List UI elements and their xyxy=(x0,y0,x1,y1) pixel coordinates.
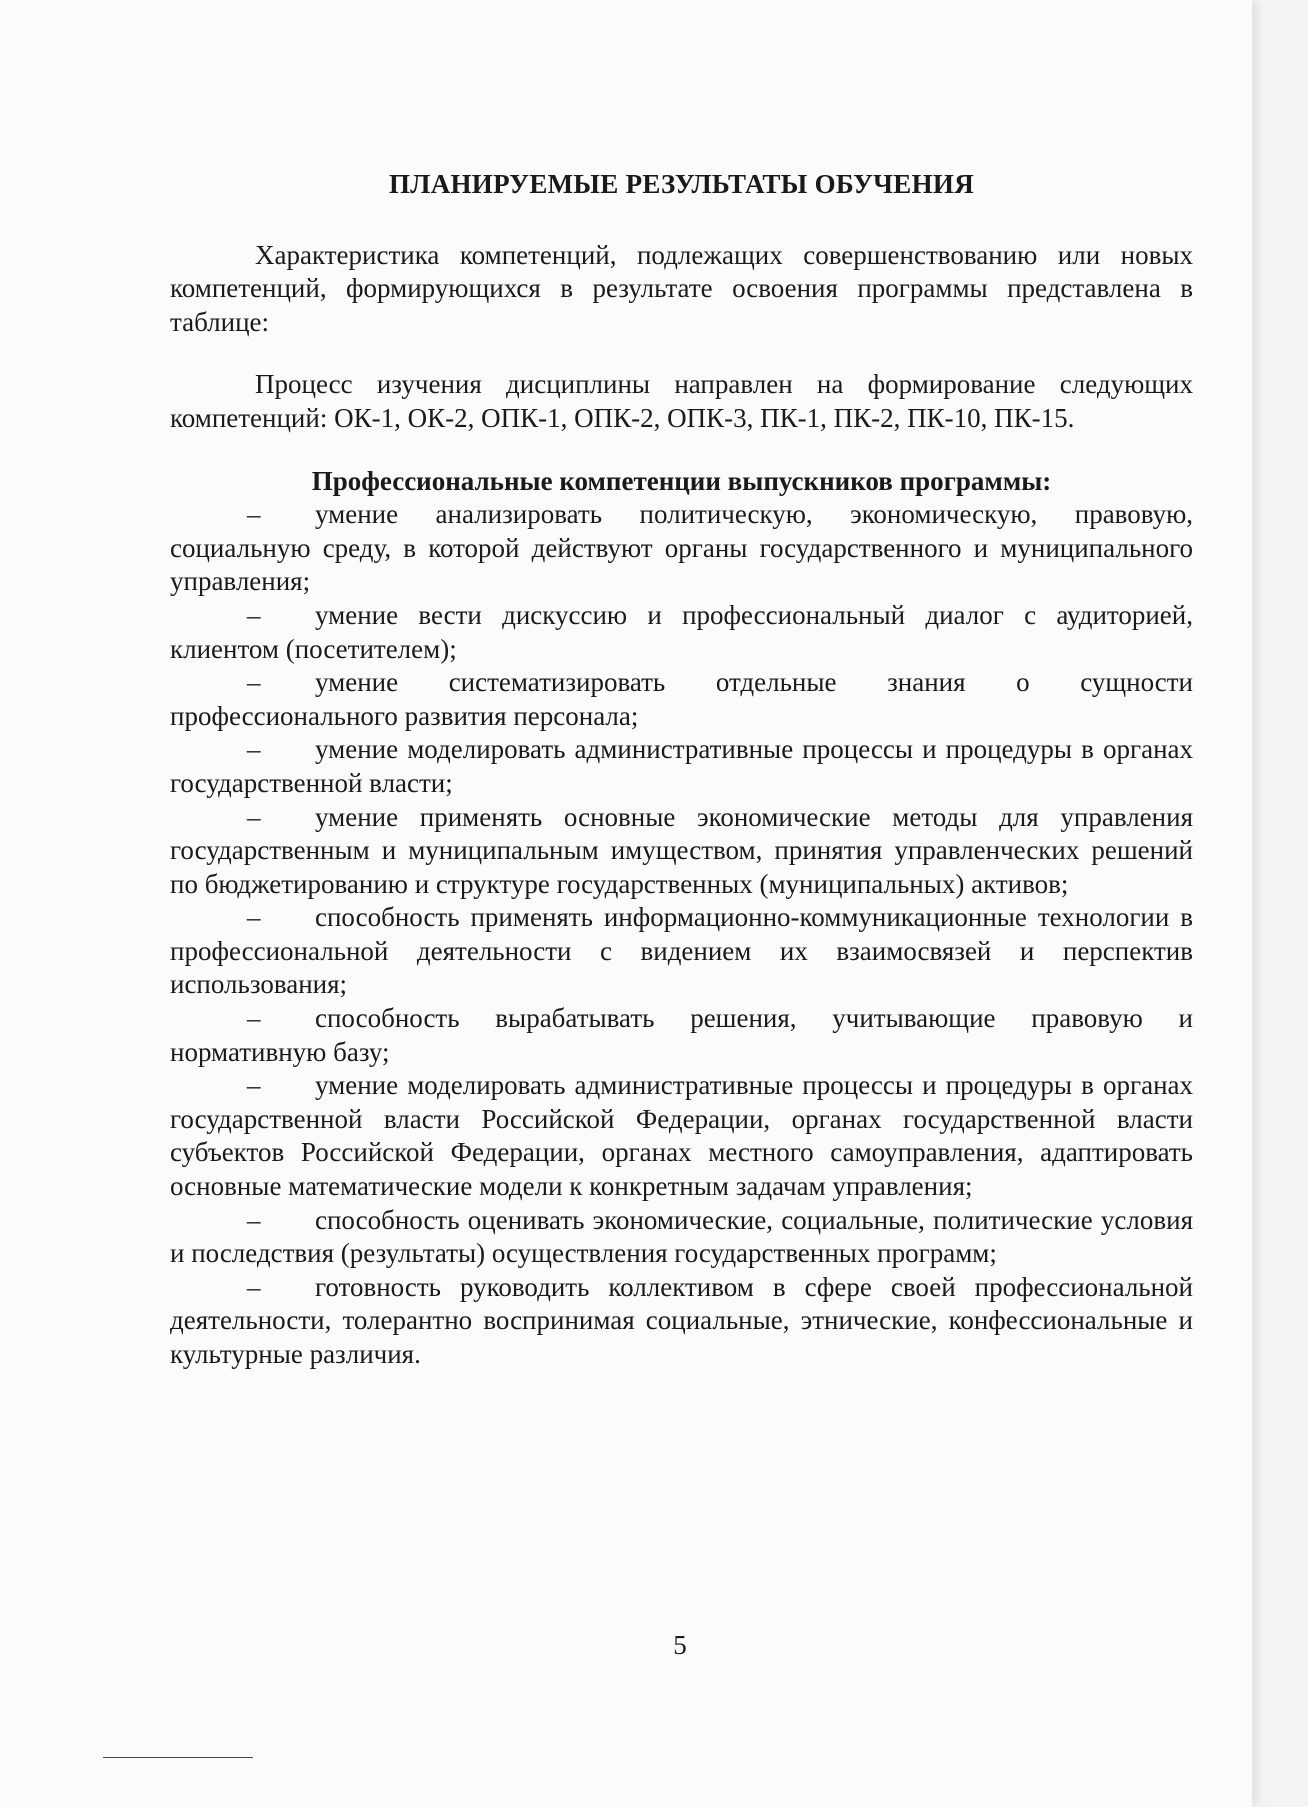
dash-bullet: – xyxy=(247,1003,261,1034)
page-title: ПЛАНИРУЕМЫЕ РЕЗУЛЬТАТЫ ОБУЧЕНИЯ xyxy=(388,169,975,199)
list-item xyxy=(170,801,1193,902)
list-item-text: умение моделировать административные процессы и процедуры в органах государственной власти Российской Федерации, органах государственной власти субъектов Российской Федерации, органах местного самоуправления, адаптировать основные математические модели к конкретным задачам управления; xyxy=(170,1070,1193,1202)
list-item-text: умение анализировать политическую, экономическую, правовую, социальную среду, в которой действуют органы государственного и муниципального управления; xyxy=(170,499,1193,597)
list-item-text: готовность руководить коллективом в сфере своей профессиональной деятельности, толерантно воспринимая социальные, этнические, конфессиональные и культурные различия. xyxy=(170,1271,1193,1369)
list-item-text: умение вести дискуссию и профессиональный диалог с аудиторией, клиентом (посетителем); xyxy=(170,599,1193,664)
list-item-text: умение систематизировать отдельные знания о сущности профессионального развития персонала; xyxy=(170,667,1193,731)
list-item xyxy=(170,901,1193,1002)
list-item xyxy=(170,599,1193,666)
dash-bullet: – xyxy=(247,902,261,933)
footnote-divider xyxy=(103,1757,253,1758)
list-item-text: способность вырабатывать решения, учитывающие правовую и нормативную базу; xyxy=(170,1003,1193,1067)
dash-bullet: – xyxy=(247,1271,261,1302)
list-item xyxy=(170,498,1193,599)
list-item xyxy=(170,1271,1193,1372)
list-item-text: умение моделировать административные процессы и процедуры в органах государственной власти; xyxy=(170,734,1193,798)
dash-bullet: – xyxy=(247,667,261,698)
dash-bullet: – xyxy=(247,801,261,832)
page-number: 5 xyxy=(673,1630,687,1660)
list-item xyxy=(170,666,1193,733)
list-item xyxy=(170,1002,1193,1069)
list-item-text: способность оценивать экономические, социальные, политические условия и последствия (результаты) осуществления государственных программ; xyxy=(170,1204,1193,1269)
dash-bullet: – xyxy=(247,734,261,765)
list-item-text: способность применять информационно-коммуникационные технологии в профессиональной деятельности с видением их взаимосвязей и перспектив использования; xyxy=(170,902,1193,1000)
process-paragraph: Процесс изучения дисциплины направлен на формирование следующих компетенций: ОК-1, ОК-2, ОПК-1, ОПК-2, ОПК-3, ПК-1, ПК-2, ПК-10, ПК-15. xyxy=(170,369,1193,433)
competencies-list xyxy=(170,498,1193,1371)
intro-paragraph: Характеристика компетенций, подлежащих совершенствованию или новых компетенций, формирующихся в результате освоения программы представлена в таблице: xyxy=(170,239,1193,337)
dash-bullet: – xyxy=(247,1204,261,1235)
list-item-text: умение применять основные экономические методы для управления государственным и муниципальным имуществом, принятия управленческих решений по бюджетированию и структуре государственных (муниципальных) активов; xyxy=(170,801,1193,899)
page-content xyxy=(170,168,1193,1372)
list-item xyxy=(170,1204,1193,1271)
dash-bullet: – xyxy=(247,499,261,530)
dash-bullet: – xyxy=(247,1070,261,1101)
competencies-heading: Профессиональные компетенции выпускников программы: xyxy=(311,465,1052,496)
dash-bullet: – xyxy=(247,599,261,630)
list-item xyxy=(170,733,1193,800)
list-item xyxy=(170,1069,1193,1203)
